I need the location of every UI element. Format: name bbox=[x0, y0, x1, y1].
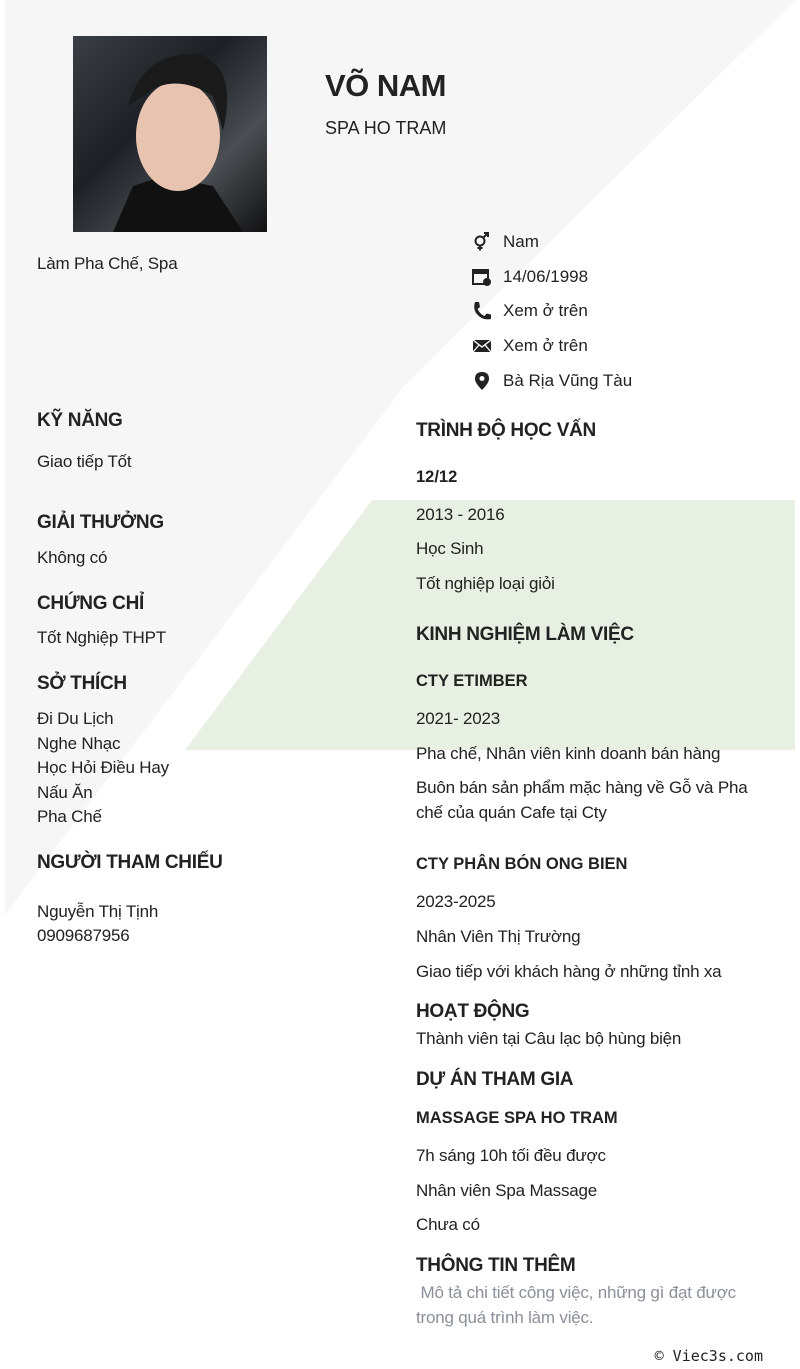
info-phone bbox=[472, 301, 588, 321]
objective: Làm Pha Chế, Spa bbox=[37, 254, 178, 273]
project-name: MASSAGE SPA HO TRAM bbox=[416, 1109, 618, 1127]
candidate-subtitle: SPA HO TRAM bbox=[325, 118, 447, 138]
skills-heading: KỸ NĂNG bbox=[37, 410, 123, 431]
job-role: Pha chế, Nhân viên kinh doanh bán hàng bbox=[416, 744, 721, 763]
footer-watermark: © Viec3s.com bbox=[654, 1347, 763, 1365]
gender-icon bbox=[472, 232, 492, 252]
info-gender bbox=[472, 232, 539, 252]
info-birthday bbox=[472, 267, 588, 287]
education-major: Học Sinh bbox=[416, 539, 484, 558]
project-role: Nhân viên Spa Massage bbox=[416, 1181, 598, 1200]
education-years: 2013 - 2016 bbox=[416, 505, 505, 524]
extra-text: Mô tả chi tiết công việc, những gì đạt được trong quá trình làm việc. bbox=[416, 1283, 741, 1327]
hobby-item: Học Hỏi Điều Hay bbox=[37, 758, 169, 777]
education-heading: TRÌNH ĐỘ HỌC VẤN bbox=[416, 420, 596, 441]
profile-photo bbox=[73, 36, 267, 232]
candidate-name: VÕ NAM bbox=[325, 68, 446, 103]
activities-heading: HOẠT ĐỘNG bbox=[416, 1001, 530, 1022]
calendar-icon bbox=[472, 267, 492, 287]
hobby-item: Đi Du Lịch bbox=[37, 709, 114, 728]
job-years: 2021- 2023 bbox=[416, 709, 501, 728]
mail-icon bbox=[472, 336, 492, 356]
certs-heading: CHỨNG CHỈ bbox=[37, 593, 145, 614]
certs-text: Tốt Nghiệp THPT bbox=[37, 628, 166, 647]
awards-text: Không có bbox=[37, 548, 108, 567]
hobbies-list bbox=[37, 707, 169, 830]
hobby-item: Nghe Nhạc bbox=[37, 733, 121, 753]
hobby-item: Pha Chế bbox=[37, 807, 102, 826]
awards-heading: GIẢI THƯỞNG bbox=[37, 512, 164, 533]
phone-icon bbox=[472, 301, 492, 321]
job-company: CTY ETIMBER bbox=[416, 672, 528, 690]
location-icon bbox=[472, 371, 492, 391]
skills-text: Giao tiếp Tốt bbox=[37, 452, 132, 471]
extra-heading: THÔNG TIN THÊM bbox=[416, 1255, 576, 1276]
job-years: 2023-2025 bbox=[416, 892, 496, 911]
hobbies-heading: SỞ THÍCH bbox=[37, 673, 127, 694]
hobby-item: Nấu Ăn bbox=[37, 782, 93, 802]
job-role: Nhân Viên Thị Trường bbox=[416, 927, 581, 946]
education-school: 12/12 bbox=[416, 468, 458, 486]
project-time: 7h sáng 10h tối đều được bbox=[416, 1146, 606, 1165]
education-desc: Tốt nghiệp loại giỏi bbox=[416, 574, 555, 593]
reference-heading: NGƯỜI THAM CHIẾU bbox=[37, 852, 223, 873]
job-desc: Buôn bán sản phẩm mặc hàng về Gỗ và Pha chế của quán Cafe tại Cty bbox=[416, 778, 748, 822]
reference-name: Nguyễn Thị Tịnh bbox=[37, 902, 159, 921]
photo-figure bbox=[73, 36, 267, 232]
phone-text: Xem ở trên bbox=[503, 301, 588, 320]
reference-phone: 0909687956 bbox=[37, 926, 130, 945]
projects-heading: DỰ ÁN THAM GIA bbox=[416, 1069, 574, 1090]
info-email bbox=[472, 336, 588, 356]
info-address bbox=[472, 371, 632, 391]
email-text: Xem ở trên bbox=[503, 336, 588, 355]
experience-heading: KINH NGHIỆM LÀM VIỆC bbox=[416, 624, 634, 645]
activities-text: Thành viên tại Câu lạc bộ hùng biện bbox=[416, 1029, 682, 1048]
birthday-text: 14/06/1998 bbox=[503, 267, 589, 286]
job-company: CTY PHÂN BÓN ONG BIEN bbox=[416, 855, 628, 873]
job-desc: Giao tiếp với khách hàng ở những tỉnh xa bbox=[416, 962, 722, 981]
project-desc: Chưa có bbox=[416, 1215, 480, 1234]
address-text: Bà Rịa Vũng Tàu bbox=[503, 371, 633, 390]
gender-text: Nam bbox=[503, 232, 539, 251]
